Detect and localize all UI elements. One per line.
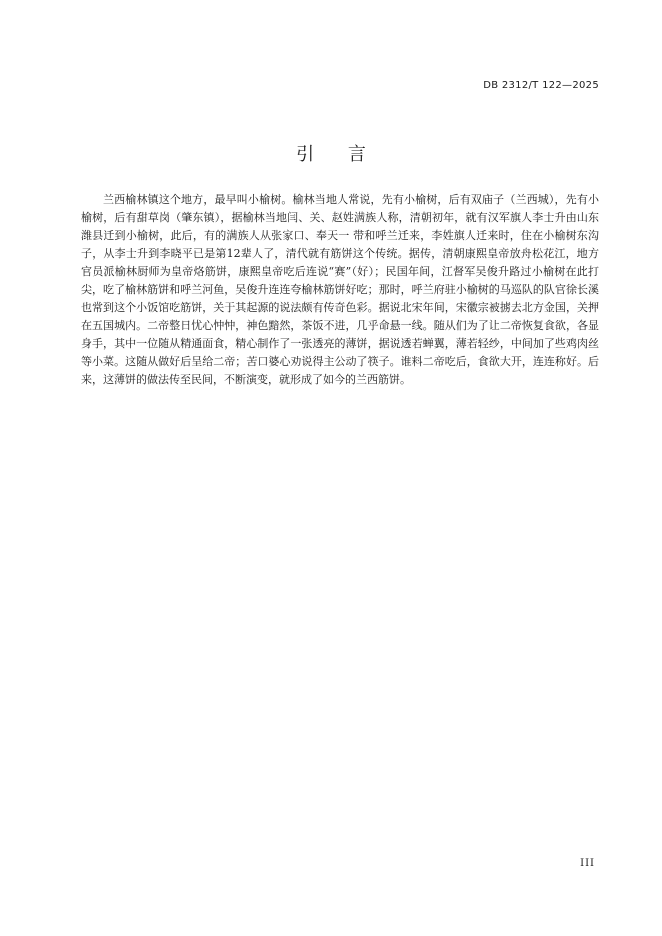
page-title: 引 言 — [296, 144, 380, 165]
page-number: III — [580, 858, 595, 869]
standard-code-header: DB 2312/T 122—2025 — [483, 80, 599, 91]
body-paragraph: 兰西榆林镇这个地方，最早叫小榆树。榆林当地人常说，先有小榆树，后有双庙子（兰西城），先有小榆树，后有甜草岗（肇东镇），据榆林当地闫、关、赵姓满族人称，清朝初年，就有汉军旗人李士升由山东潍县迁到小榆树，此后，有的满族人从张家口、奉天一 带和呼兰迁来，李姓旗人迁来时，住在小榆树东沟子，从李士升到李晓平已是第12辈人了，清代就有筋饼这个传统。据传，清朝康熙皇帝放舟松花江，地方官员派榆林厨师为皇帝烙筋饼，康熙皇帝吃后连说“赛”（好）；民国年间，江督军吴俊升路过小榆树在此打尖，吃了榆林筋饼和呼兰河鱼，吴俊升连连夸榆林筋饼好吃；那时，呼兰府驻小榆树的马巡队的队官徐长溪也常到这个小饭馆吃筋饼，关于其起源的说法颇有传奇色彩。据说北宋年间，宋徽宗被掳去北方金国，关押在五国城内。二帝整日忧心忡忡，神色黯然，茶饭不进，几乎命悬一线。随从们为了让二帝恢复食欲，各显身手，其中一位随从精通面食，精心制作了一张透亮的薄饼，据说透若蝉翼，薄若轻纱，中间加了些鸡肉丝等小菜。这随从做好后呈给二帝；苦口婆心劝说得主公动了筷子。谁料二帝吃后，食欲大开，连连称好。后来，这薄饼的做法传至民间，不断演变，就形成了如今的兰西筋饼。 — [81, 193, 599, 386]
